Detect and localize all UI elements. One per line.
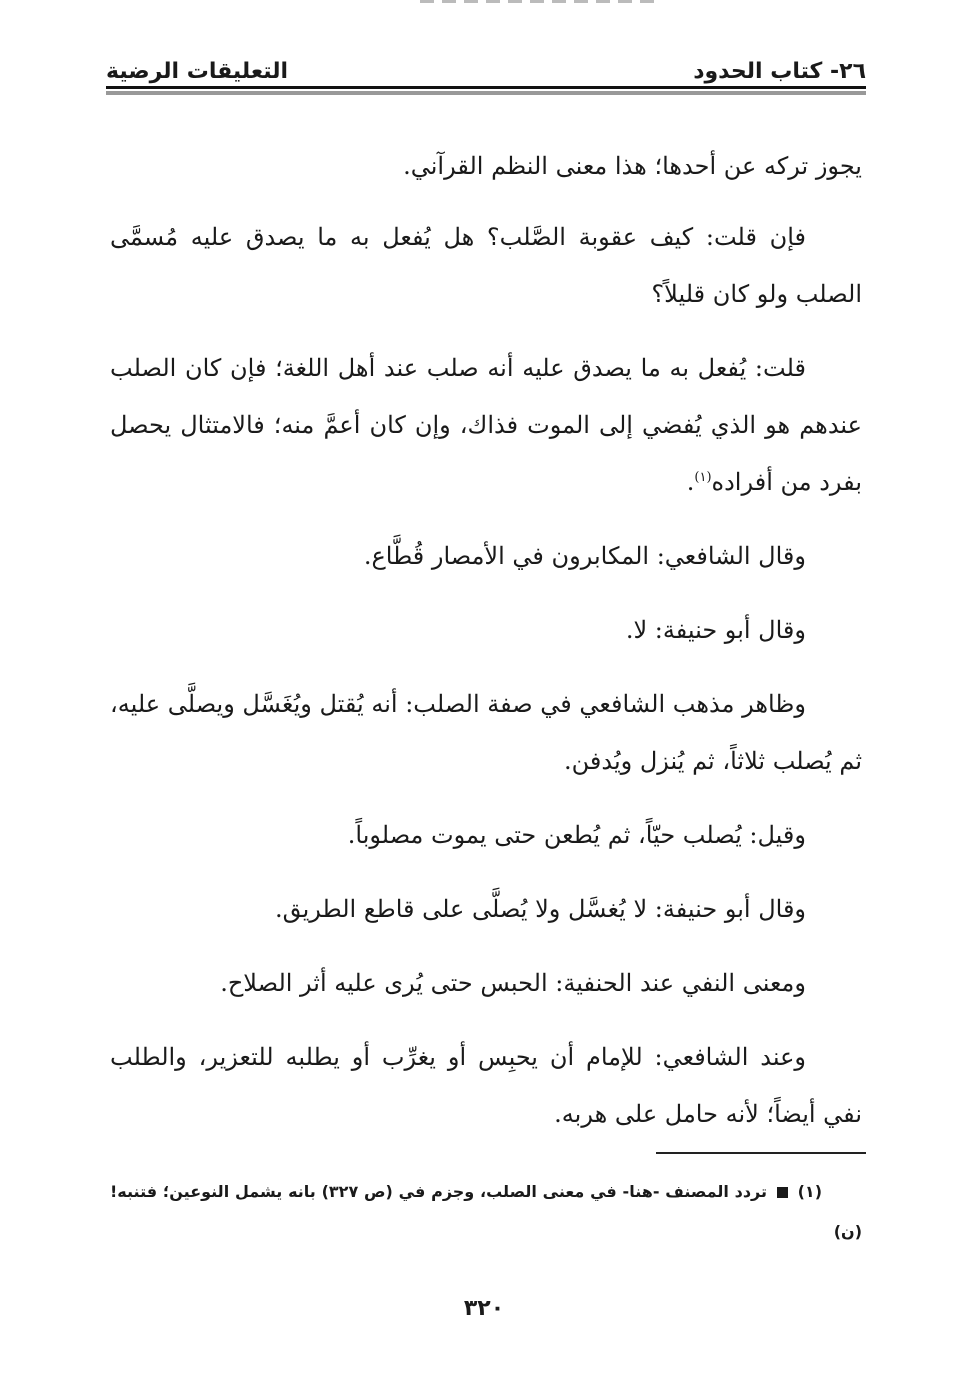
main-text bbox=[110, 138, 862, 1160]
square-bullet-icon bbox=[777, 1187, 788, 1198]
header-chapter: ٢٦- كتاب الحدود bbox=[693, 59, 866, 84]
paragraph-3-end: . bbox=[686, 468, 695, 496]
paragraph-1: يجوز تركه عن أحدها؛ هذا معنى النظم القرآني. bbox=[403, 152, 862, 180]
paragraph-2: فإن قلت: كيف عقوبة الصَّلب؟ هل يُفعل به ما يصدق عليه مُسمَّى الصلب ولو كان قليلاً؟ bbox=[110, 223, 862, 308]
paragraph-3-text: قلت: يُفعل به ما يصدق عليه أنه صلب عند أهل اللغة؛ فإن كان الصلب عندهم هو الذي يُفضي إلى الموت فذاك، وإن كان أعمَّ منه؛ فالامتثال يحصل بفرد من أفراده bbox=[110, 354, 862, 496]
footnote bbox=[110, 1172, 862, 1252]
footnote-1 bbox=[110, 1172, 862, 1252]
footnote-number: (١) bbox=[797, 1182, 822, 1201]
paragraph-3 bbox=[110, 340, 862, 511]
paragraph-10: وعند الشافعي: للإمام أن يحبِس أو يغرِّب أو يطلبه للتعزير، والطلب نفي أيضاً؛ لأنه حامل على هربه. bbox=[110, 1043, 862, 1128]
running-header bbox=[106, 50, 866, 84]
footnote-separator bbox=[656, 1152, 866, 1154]
footnote-reference[interactable]: (١) bbox=[694, 470, 712, 485]
paragraph-5: وقال أبو حنيفة: لا. bbox=[625, 616, 806, 644]
paragraph-8: وقال أبو حنيفة: لا يُغسَّل ولا يُصلَّى على قاطع الطريق. bbox=[274, 895, 806, 923]
header-rule bbox=[106, 86, 866, 98]
header-book-title: التعليقات الرضية bbox=[106, 59, 289, 84]
paragraph-9: ومعنى النفي عند الحنفية: الحبس حتى يُرى عليه أثر الصلاح. bbox=[220, 969, 806, 997]
scan-artifact bbox=[420, 0, 660, 3]
paragraph-4: وقال الشافعي: المكابرون في الأمصار قُطَّاع. bbox=[363, 542, 806, 570]
footnote-text: تردد المصنف -هنا- في معنى الصلب، وجزم في (ص ٣٢٧) بانه يشمل النوعين؛ فتنبه! (ن) bbox=[110, 1182, 862, 1241]
paragraph-6: وظاهر مذهب الشافعي في صفة الصلب: أنه يُقتل ويُغَسَّل ويصلَّى عليه، ثم يُصلب ثلاثاً، ثم يُنزل ويُدفن. bbox=[110, 690, 862, 775]
paragraph-7: وقيل: يُصلب حيّاً، ثم يُطعن حتى يموت مصلوباً. bbox=[347, 821, 806, 849]
page-number: ٣٢٠ bbox=[463, 1296, 505, 1321]
